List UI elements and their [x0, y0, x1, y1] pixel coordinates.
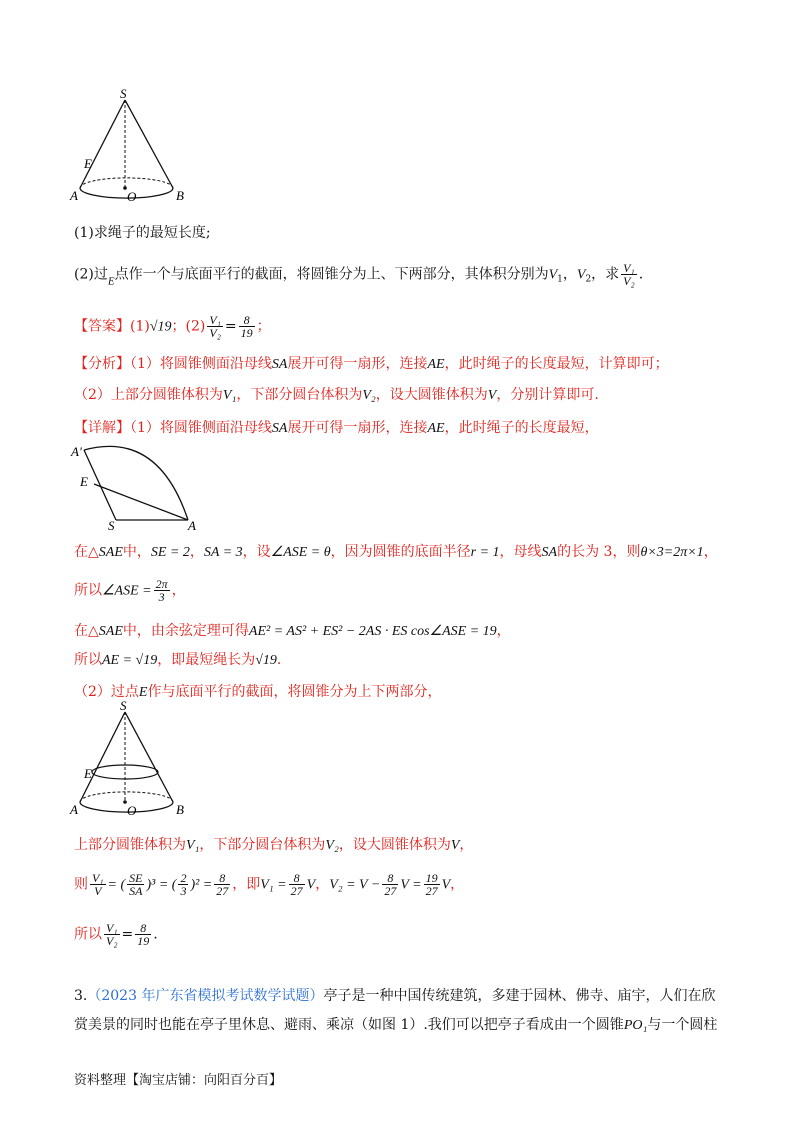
cone-figure-2 [68, 700, 188, 820]
analysis-line-2: （2）上部分圆锥体积为V₁，下部分圆台体积为V₂，设大圆锥体积为V，分别计算即可. [74, 387, 599, 403]
label-S: S [108, 518, 115, 532]
label-A-prime: A' [71, 444, 82, 459]
detail-line-2: 在△SAE中，SE = 2，SA = 3，设∠ASE = θ，因为圆锥的底面半径r = 1，母线SA的长为 3，则θ×3=2π×1， [74, 544, 718, 560]
question-1: (1)求绳子的最短长度; [74, 225, 211, 241]
label-A: A [188, 518, 196, 532]
question-number: 3. [74, 988, 88, 1004]
label-S: S [120, 88, 127, 101]
question-2: (2)过$_E$点作一个与底面平行的截面，将圆锥分为上、下两部分，其体积分别为$V_1$，$V_2$，求 $\frac{\text{V₁}}{\text{V₂}}$ . [74, 261, 644, 288]
label-O: O [127, 803, 137, 818]
detail-label: 【详解】 [74, 420, 130, 436]
label-E: E [84, 766, 92, 781]
label-E: E [80, 474, 88, 489]
analysis-line-1: 【分析】（1）将圆锥侧面沿母线SA展开可得一扇形，连接AE，此时绳子的长度最短，计算即可； [74, 356, 669, 372]
detail-line-1: 【详解】（1）将圆锥侧面沿母线SA展开可得一扇形，连接AE，此时绳子的长度最短， [74, 420, 599, 436]
label-B: B [176, 188, 184, 203]
answer-label: 【答案】 [74, 318, 130, 335]
question-3-line-2: 赏美景的同时也能在亭子里休息、避雨、乘凉（如图 1）.我们可以把亭子看成由一个圆锥PO₁与一个圆柱 [74, 1017, 718, 1033]
question-source: （2023 年广东省模拟考试数学试题） [87, 988, 324, 1004]
label-S: S [120, 700, 127, 713]
detail-line-5: 所以AE = √19，即最短绳长为√19. [74, 652, 282, 668]
detail-line-3: 所以∠ASE = $\frac{2\pi}{3}$ ， [74, 577, 186, 604]
answer-line: 【答案】(1)√19；(2) $\frac{\text{V₁}}{\text{V₂}}$ = $\frac{8}{19}$ ； [74, 313, 271, 340]
detail-line-9: 所以 $\frac{\text{V₁}}{\text{V₂}}$ = $\frac{8}{19}$ . [74, 921, 158, 948]
label-E: E [84, 156, 92, 171]
analysis-label: 【分析】 [74, 356, 130, 372]
label-O: O [127, 189, 137, 204]
detail-line-7: 上部分圆锥体积为V₁，下部分圆台体积为V₂，设大圆锥体积为V， [74, 837, 474, 853]
label-A: A [70, 188, 78, 203]
label-B: B [176, 802, 184, 817]
ratio-fraction: $\frac{\text{V₁}}{\text{V₂}}$ [623, 261, 635, 288]
cone-figure-1 [68, 88, 188, 206]
sector-figure [68, 440, 208, 532]
question-3-line-1: 3.（2023 年广东省模拟考试数学试题）亭子是一种中国传统建筑，多建于园林、佛寺、庙宇，人们在欣 [74, 988, 716, 1004]
detail-line-8: 则 $\frac{\text{V₁}}{V}$ = ( $\frac{SE}{SA}$ )³ = ( $\frac{2}{3}$ )² = $\frac{8}{27}$ ，即V₁ = $\frac{8}{27}$ V，V₂ = V − $\frac{8}{27}$ V = $\frac{19}{27}$ V， [74, 871, 465, 898]
detail-line-4: 在△SAE中，由余弦定理可得AE² = AS² + ES² − 2AS · ES cos∠ASE = 19， [74, 623, 511, 639]
detail-line-6: （2）过点E作与底面平行的截面，将圆锥分为上下两部分， [74, 684, 442, 700]
footer-source: 资料整理【淘宝店铺：向阳百分百】 [74, 1073, 283, 1088]
label-A: A [70, 802, 78, 817]
